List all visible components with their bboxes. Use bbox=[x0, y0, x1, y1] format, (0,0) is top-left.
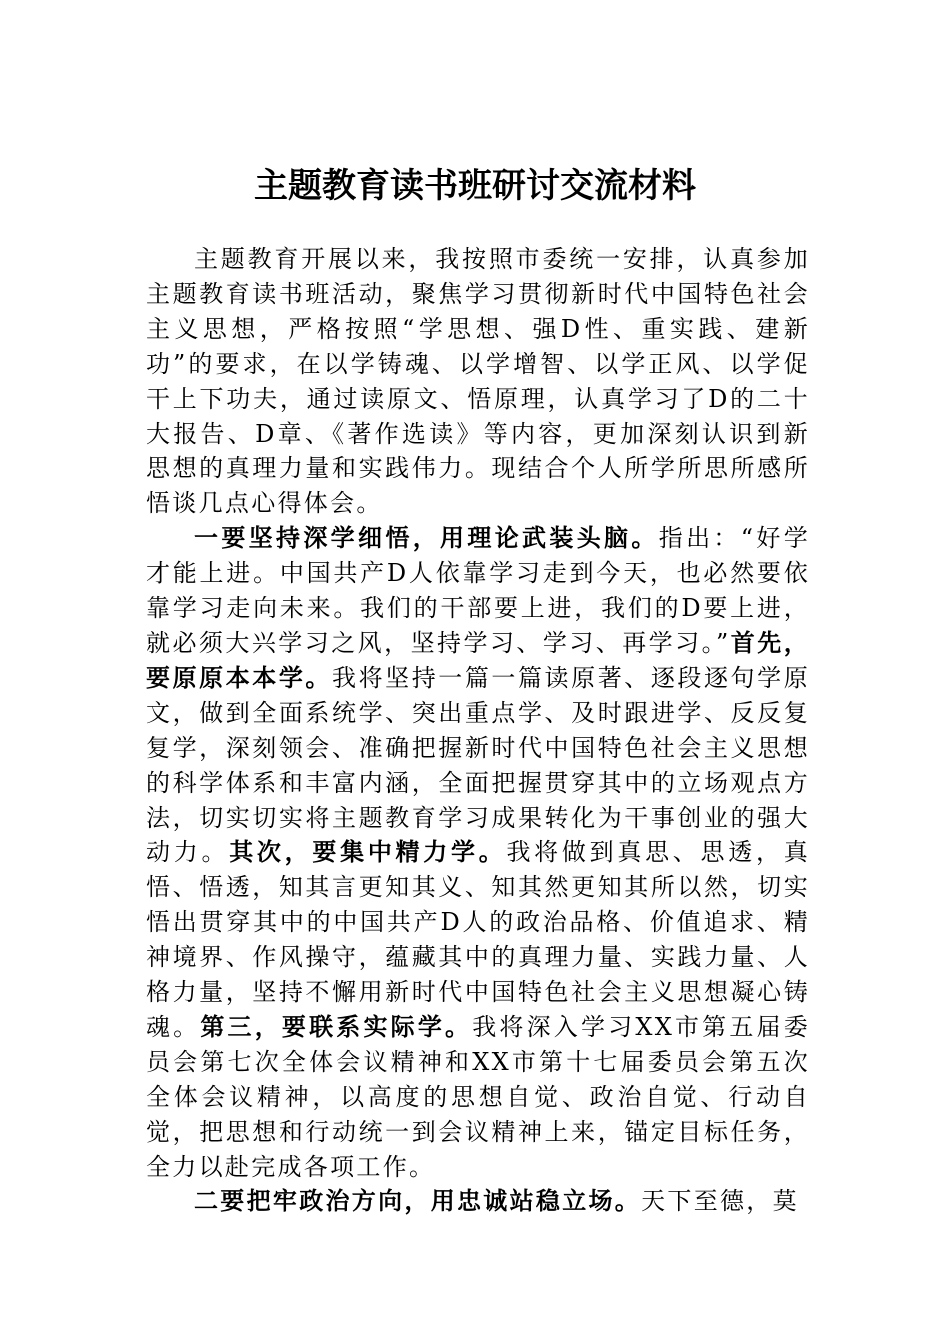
section-one-heading: 一要坚持深学细悟，用理论武装头脑。 bbox=[194, 523, 659, 553]
paragraph-section-one bbox=[146, 521, 810, 1184]
paragraph-intro-text: 主题教育开展以来，我按照市委统一安排，认真参加主题教育读书班活动，聚焦学习贯彻新时代中国特色社会主义思想，严格按照“学思想、强D性、重实践、建新功”的要求，在以学铸魂、以学增智、以学正风、以学促干上下功夫，通过读原文、悟原理，认真学习了D的二十大报告、D章、《著作选读》等内容，更加深刻认识到新思想的真理力量和实践伟力。现结合个人所学所思所感所悟谈几点心得体会。 bbox=[146, 245, 810, 518]
paragraph-section-two bbox=[146, 1184, 810, 1219]
document-title: 主题教育读书班研讨交流材料 bbox=[254, 166, 696, 206]
paragraph-intro bbox=[146, 242, 810, 521]
section-two-heading: 二要把牢政治方向，用忠诚站稳立场。 bbox=[194, 1186, 642, 1216]
section-two-text-1: 天下至德，莫 bbox=[641, 1187, 799, 1216]
document-body bbox=[146, 242, 810, 1219]
section-one-subheading-3: 第三，要联系实际学。 bbox=[200, 1011, 473, 1041]
section-one-subheading-1: 首先，要原原本本学。 bbox=[146, 627, 810, 692]
section-one-text-2: 我将坚持一篇一篇读原著、逐段逐句学原文，做到全面系统学、突出重点学、及时跟进学、反反复复学，深刻领会、准确把握新时代中国特色社会主义思想的科学体系和丰富内涵，全面把握贯穿其中的立场观点方法，切实切实将主题教育学习成果转化为干事创业的强大动力。 bbox=[146, 663, 810, 867]
section-one-text-3: 我将做到真思、思透，真悟、悟透，知其言更知其义、知其然更知其所以然，切实悟出贯穿其中的中国共产D人的政治品格、价值追求、精神境界、作风操守，蕴藏其中的真理力量、实践力量、人格力量，坚持不懈用新时代中国特色社会主义思想凝心铸魂。 bbox=[146, 838, 811, 1041]
section-one-text-4: 我将深入学习XX市第五届委员会第七次全体会议精神和XX市第十七届委员会第五次全体会议精神，以高度的思想自觉、政治自觉、行动自觉，把思想和行动统一到会议精神上来，锚定目标任务，全力以赴完成各项工作。 bbox=[146, 1012, 811, 1181]
section-one-text-1: 指出：“好学才能上进。中国共产D人依靠学习走到今天，也必然要依靠学习走向未来。我们的干部要上进，我们的D要上进，就必须大兴学习之风，坚持学习、学习、再学习。” bbox=[146, 524, 810, 657]
section-one-subheading-2: 其次，要集中精力学。 bbox=[229, 837, 507, 867]
